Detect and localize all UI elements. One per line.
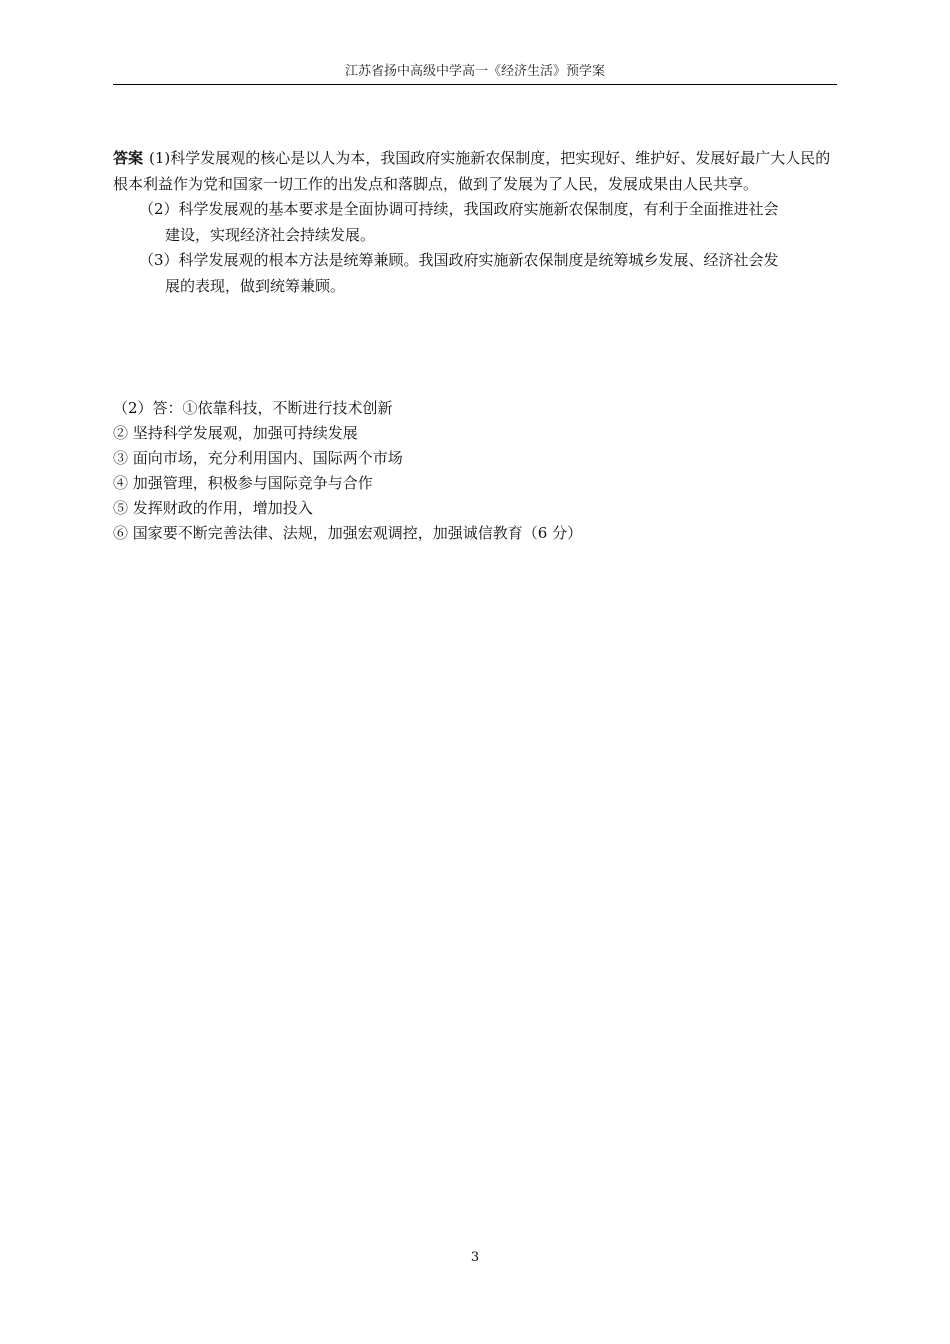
list-item: ④ 加强管理，积极参与国际竞争与合作	[113, 474, 373, 492]
list-item: （2）答：①依靠科技，不断进行技术创新	[113, 399, 393, 417]
answer-block	[113, 146, 839, 299]
list-item: ⑤ 发挥财政的作用，增加投入	[113, 499, 313, 517]
answer-part-3	[113, 248, 839, 299]
page-number: 3	[470, 1250, 480, 1265]
answer-part-2	[113, 197, 839, 248]
question-2-answers	[113, 396, 839, 546]
answer-part-1	[113, 146, 839, 197]
answer-part-1-text: (1)科学发展观的核心是以人为本，我国政府实施新农保制度，把实现好、维护好、发展好最广大人民的根本利益作为党和国家一切工作的出发点和落脚点，做到了发展为了人民，发展成果由人民共享。	[113, 149, 831, 193]
answer-part-3-line-1: （3）科学发展观的根本方法是统筹兼顾。我国政府实施新农保制度是统筹城乡发展、经济社会发	[139, 251, 779, 269]
list-item: ③ 面向市场，充分利用国内、国际两个市场	[113, 449, 403, 467]
answer-part-3-line-2: 展的表现，做到统筹兼顾。	[165, 276, 346, 295]
header-title: 江苏省扬中高级中学高一《经济生活》预学案	[344, 64, 605, 79]
page-header	[113, 62, 837, 85]
answer-label: 答案	[113, 149, 144, 167]
answer-part-2-line-1: （2）科学发展观的基本要求是全面协调可持续，我国政府实施新农保制度，有利于全面推进社会	[139, 200, 779, 218]
list-item: ② 坚持科学发展观，加强可持续发展	[113, 424, 358, 442]
answer-part-2-line-2: 建设，实现经济社会持续发展。	[165, 225, 376, 244]
list-item: ⑥ 国家要不断完善法律、法规，加强宏观调控，加强诚信教育（6 分）	[113, 524, 583, 542]
